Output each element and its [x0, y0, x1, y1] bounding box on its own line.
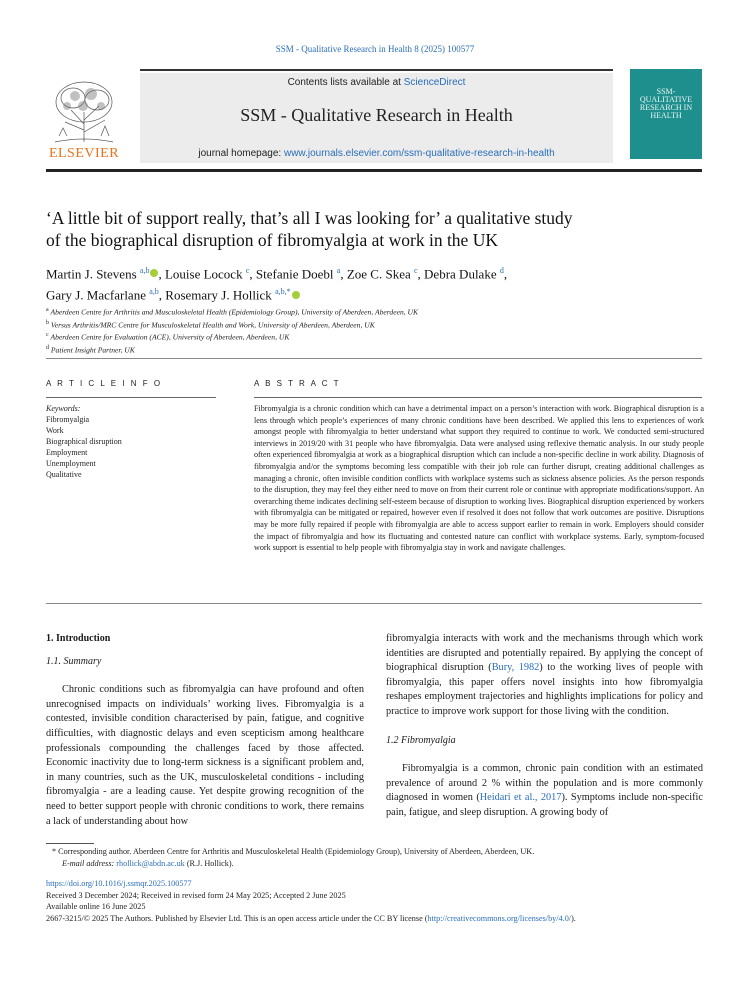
article-info-rule [46, 397, 216, 398]
email-link[interactable]: rhollick@abdn.ac.uk [116, 858, 185, 868]
author-list: Martin J. Stevens $^{a,b}$ , Louise Locock $^c$, Stefanie Doebl $^a$, Zoe C. Skea $^c$, Debra Dulake $^d$, Gary J. Macfarlane $^{a,b}$, Rosemary J. Hollick $^{a,b,*}$ [46, 266, 508, 303]
author-name[interactable]: Rosemary J. Hollick [165, 287, 272, 303]
affil-text: Patient Insight Partner, UK [50, 345, 135, 355]
journal-cover-text: SSM- QUALITATIVE RESEARCH IN HEALTH [639, 87, 693, 120]
email-suffix: (R.J. Hollick). [184, 858, 234, 868]
author-name[interactable]: Louise Locock [164, 266, 243, 282]
article-title [46, 207, 666, 251]
author-affil-sup[interactable]: c [245, 266, 250, 275]
author-name[interactable]: Zoe C. Skea [346, 266, 411, 282]
author-affil-sup[interactable]: a,b [139, 266, 150, 275]
journal-homepage [140, 148, 613, 159]
elsevier-wordmark: ELSEVIER [48, 146, 120, 161]
abstract-bottom-rule [46, 603, 702, 604]
section-heading-introduction: 1. Introduction [46, 633, 111, 644]
footnote-rule [46, 843, 94, 844]
para-text: ) to the working lives of people with fibromyalgia, this paper offers novel insights into how fibromyalgia reshapes employment trajectories and highlights implications for policy and practice to improve work support for those living with the condition. [386, 662, 703, 717]
abstract-heading: A B S T R A C T [254, 379, 341, 388]
para-text: fibromyalgia interacts with work and the mechanisms through which work identities are disrupted and potentially repaired. By applying the concept of biographical disruption ( [386, 633, 703, 674]
license-line [46, 913, 706, 925]
affil-text: Versus Arthritis/MRC Centre for Musculoskeletal Health and Work, University of Aberdeen, Aberdeen, UK [50, 320, 375, 330]
abstract-rule [254, 397, 702, 398]
affil-divider [46, 358, 702, 359]
orcid-icon[interactable] [150, 269, 158, 277]
subsection-heading-fibromyalgia: 1.2 Fibromyalgia [386, 734, 456, 746]
author-name[interactable]: Gary J. Macfarlane [46, 287, 146, 303]
citation-link[interactable]: Bury, 1982 [491, 662, 540, 674]
corresponding-author: * Corresponding author. Aberdeen Centre for Arthritis and Musculoskeletal Health (Epidemiology Group), University of Aberdeen, Aberdeen, UK. [52, 847, 535, 856]
online-date: Available online 16 June 2025 [46, 902, 146, 912]
paragraph-summary: Chronic conditions such as fibromyalgia can have profound and often unrecognised impacts on individuals’ working lives. Fibromyalgia is a contested, invisible condition characterised by pain, fatigue, and cognitive difficulties, with diagnostic delays and even scepticism among healthcare professionals compounding the challenges faced by those affected. Economic inactivity due to long-term sickness is a significant problem and, in many countries, such as the UK, musculoskeletal conditions - including fibromyalgia - are a leading cause. Yet despite growing recognition of the need to better support people with chronic conditions to work, there remains a lack of understanding about how [46, 684, 364, 827]
email-line [52, 858, 702, 870]
affil-text: Aberdeen Centre for Arthritis and Musculoskeletal Health (Epidemiology Group), University of Aberdeen, Aberdeen, UK [50, 307, 419, 317]
affiliation-item [46, 305, 706, 318]
keyword-item: Work [46, 426, 64, 435]
article-info-heading: A R T I C L E I N F O [46, 379, 163, 388]
keyword-item: Fibromyalgia [46, 415, 90, 424]
title-line-1: ‘A little bit of support really, that’s all I was looking for’ a qualitative study [46, 208, 573, 228]
affil-label: c [46, 332, 49, 339]
masthead-top-rule [140, 69, 613, 71]
keyword-item: Employment [46, 448, 88, 457]
keyword-item: Unemployment [46, 459, 96, 468]
affil-label: d [46, 344, 49, 351]
para-text: Fibromyalgia is a common, chronic pain condition with an estimated prevalence of around 2 % within the population and is more commonly diagnosed in women ( [386, 763, 703, 804]
license-text: 2667-3215/© 2025 The Authors. Published by Elsevier Ltd. This is an open access article under the CC BY license ( [46, 913, 428, 923]
publication-info [46, 878, 706, 924]
orcid-icon[interactable] [292, 291, 300, 299]
journal-title: SSM - Qualitative Research in Health [240, 105, 513, 125]
author-affil-sup[interactable]: d [499, 266, 504, 275]
subsection-heading-summary: 1.1. Summary [46, 655, 102, 667]
author-name[interactable]: Debra Dulake [424, 266, 497, 282]
doi-link[interactable]: https://doi.org/10.1016/j.ssmqr.2025.100577 [46, 879, 192, 888]
license-link[interactable]: http://creativecommons.org/licenses/by/4.0/ [427, 913, 572, 923]
author-affil-sup[interactable]: a,b,* [275, 287, 291, 297]
affil-label: b [46, 319, 49, 326]
masthead-bottom-rule [46, 169, 702, 172]
abstract-text: Fibromyalgia is a chronic condition which can have a detrimental impact on a person’s interaction with work. Biographical disruption is a lens through which people’s experiences of many chronic conditions have been described. We applied this lens to experiences of work amongst people with fibromyalgia to better understand what support they required to continue to work. We conducted semi-structured interviews in 2019/20 with 31 people who have fibromyalgia. Data were analysed using reflexive thematic analysis. In our study people often experienced fibromyalgia at work as a biographical disruption which can include a non-specific decline in work ability. Diagnosis of fibromyalgia and/or the symptoms becoming less compatible with their job role can further disrupt, creating additional challenges as managing a chronic, often invisible condition conflicts with workplace systems such as sickness absence policies. As the person responds to the disruption, they may feel they either need to move on from their current role or continue with appropriate modifications/support. An overarching theme indicates declining self-esteem because of disruption to working lives. Biographical disruption experienced by workers with fibromyalgia can be mitigated or repaired, however even if resolved it does not follow that work outcomes are positive. Disruptions may be more fully repaired if people with fibromyalgia are able to access support earlier to remain in work. Employers should consider the impact of fibromyalgia and how its fluctuating and contested nature can conflict with workplace systems. Early, symptom-focused work support is essential to help people with fibromyalgia stay in work and navigate challenges. [254, 404, 704, 553]
author-name[interactable]: Stefanie Doebl [255, 266, 334, 282]
affil-text: Aberdeen Centre for Evaluation (ACE), University of Aberdeen, Aberdeen, UK [50, 332, 290, 342]
sciencedirect-link[interactable]: ScienceDirect [403, 77, 466, 88]
homepage-link[interactable]: www.journals.elsevier.com/ssm-qualitative-research-in-health [283, 148, 555, 159]
received-dates: Received 3 December 2024; Received in revised form 24 May 2025; Accepted 2 June 2025 [46, 890, 346, 900]
email-label: E-mail address: [62, 858, 117, 868]
author-name[interactable]: Martin J. Stevens [46, 266, 137, 282]
para-text: ). Symptoms include non-specific pain, fatigue, and sleep disruption. A growing body of [386, 792, 703, 818]
paragraph-summary-cont [386, 632, 703, 720]
license-text-end: ). [571, 913, 576, 923]
keyword-item: Biographical disruption [46, 437, 122, 446]
body-right-column [386, 632, 703, 821]
affiliation-item [46, 318, 706, 331]
affil-label: a [46, 307, 49, 313]
citation-link[interactable]: Heidari et al., 2017 [479, 792, 562, 804]
affiliation-list [46, 305, 706, 355]
keywords-block [46, 403, 206, 480]
author-affil-sup[interactable]: a,b [149, 287, 159, 297]
journal-citation[interactable]: SSM - Qualitative Research in Health 8 (2025) 100577 [275, 44, 475, 54]
author-affil-sup[interactable]: a [336, 266, 341, 275]
corresponding-footnote [52, 846, 702, 869]
author-affil-sup[interactable]: c [413, 266, 418, 275]
affiliation-item [46, 343, 706, 356]
title-line-2: of the biographical disruption of fibromyalgia at work in the UK [46, 230, 498, 250]
affiliation-item [46, 330, 706, 343]
homepage-prefix: journal homepage: [198, 148, 284, 159]
contents-prefix: Contents lists available at [287, 77, 404, 88]
body-left-column [46, 632, 364, 829]
keyword-item: Qualitative [46, 470, 82, 479]
paragraph-fibromyalgia [386, 762, 703, 820]
keywords-label: Keywords: [46, 404, 81, 413]
contents-line [140, 77, 613, 88]
